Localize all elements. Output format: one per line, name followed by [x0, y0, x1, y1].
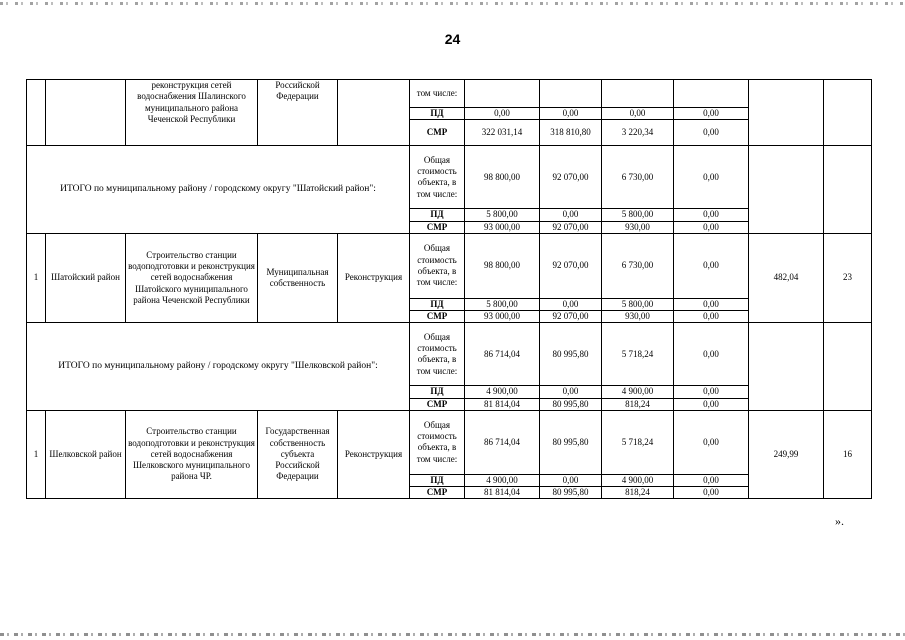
table-row: ПД 0,00 0,00 0,00 0,00 [27, 108, 872, 120]
cell-district: Шатойский район [46, 233, 126, 323]
budget-table [26, 79, 872, 499]
cell-capacity: 482,04 [749, 233, 824, 323]
closing-quote: ». [835, 514, 844, 528]
table-row: ИТОГО по муниципальному району / городскому округу "Шелковской район": Общая стоимость объекта, в том числе: 86 714,04 80 995,80 5 718,24 0,00 [27, 323, 872, 386]
cell-count [824, 80, 872, 146]
table-row: СМР 81 814,04 80 995,80 818,24 0,00 [27, 487, 872, 499]
table-row: ИТОГО по муниципальному району / городскому округу "Шатойский район": Общая стоимость объекта, в том числе: 98 800,00 92 070,00 6 730,00 0,00 [27, 146, 872, 209]
table-row: 1 Шелковской район Строительство станции водоподготовки и реконструкция сетей водоснабжения Шелковского муниципального района ЧР. Государственная собственность субъекта Российской Федерации Реконструкция Общая стоимость объекта, в том числе: 86 714,04 80 995,80 5 718,24 0,00 249,99 16 [27, 410, 872, 474]
cell-count: 16 [824, 410, 872, 499]
cell-district: Шелковской район [46, 410, 126, 499]
table-row: ПД 5 800,00 0,00 5 800,00 0,00 [27, 298, 872, 310]
cell-count: 23 [824, 233, 872, 323]
cell-object-name: Строительство станции водоподготовки и реконструкция сетей водоснабжения Шатойского муниципального района Чеченской Республики [126, 233, 258, 323]
cell-cost-label: том числе: [410, 80, 465, 108]
table-row: 1 Шатойский район Строительство станции водоподготовки и реконструкция сетей водоснабжения Шатойского муниципального района Чеченской Республики Муниципальная собственность Реконструкция Общая стоимость объекта, в том числе: 98 800,00 92 070,00 6 730,00 0,00 482,04 23 [27, 233, 872, 298]
cell-object-name: реконструкция сетей водоснабжения Шалинского муниципального района Чеченской Республики [126, 80, 258, 146]
cell-work-type [338, 80, 410, 146]
table-row: ПД 4 900,00 0,00 4 900,00 0,00 [27, 474, 872, 486]
cell-capacity: 249,99 [749, 410, 824, 499]
cell-work-type: Реконструкция [338, 410, 410, 499]
cell-num: 1 [27, 233, 46, 323]
table-row: СМР 93 000,00 92 070,00 930,00 0,00 [27, 221, 872, 233]
itogo-label: ИТОГО по муниципальному району / городскому округу "Шелковской район": [27, 323, 410, 411]
cell-capacity [749, 80, 824, 146]
cell-work-type: Реконструкция [338, 233, 410, 323]
cell-num: 1 [27, 410, 46, 499]
cell-district [46, 80, 126, 146]
itogo-label: ИТОГО по муниципальному району / городскому округу "Шатойский район": [27, 146, 410, 234]
scan-artifact-top [0, 2, 905, 5]
table-row: СМР 93 000,00 92 070,00 930,00 0,00 [27, 311, 872, 323]
table-row: ПД 4 900,00 0,00 4 900,00 0,00 [27, 386, 872, 398]
table-row [27, 80, 872, 108]
cell-num [27, 80, 46, 146]
cell-ownership: Муниципальная собственность [258, 233, 338, 323]
table-row: ПД 5 800,00 0,00 5 800,00 0,00 [27, 209, 872, 221]
cell-ownership: Российской Федерации [258, 80, 338, 146]
table-row: СМР 81 814,04 80 995,80 818,24 0,00 [27, 398, 872, 410]
cell-object-name: Строительство станции водоподготовки и реконструкция сетей водоснабжения Шелковского муниципального района ЧР. [126, 410, 258, 499]
page-number: 24 [444, 31, 461, 47]
cell-ownership: Государственная собственность субъекта Российской Федерации [258, 410, 338, 499]
scan-artifact-bottom [0, 633, 905, 636]
table-row: СМР 322 031,14 318 810,80 3 220,34 0,00 [27, 120, 872, 146]
